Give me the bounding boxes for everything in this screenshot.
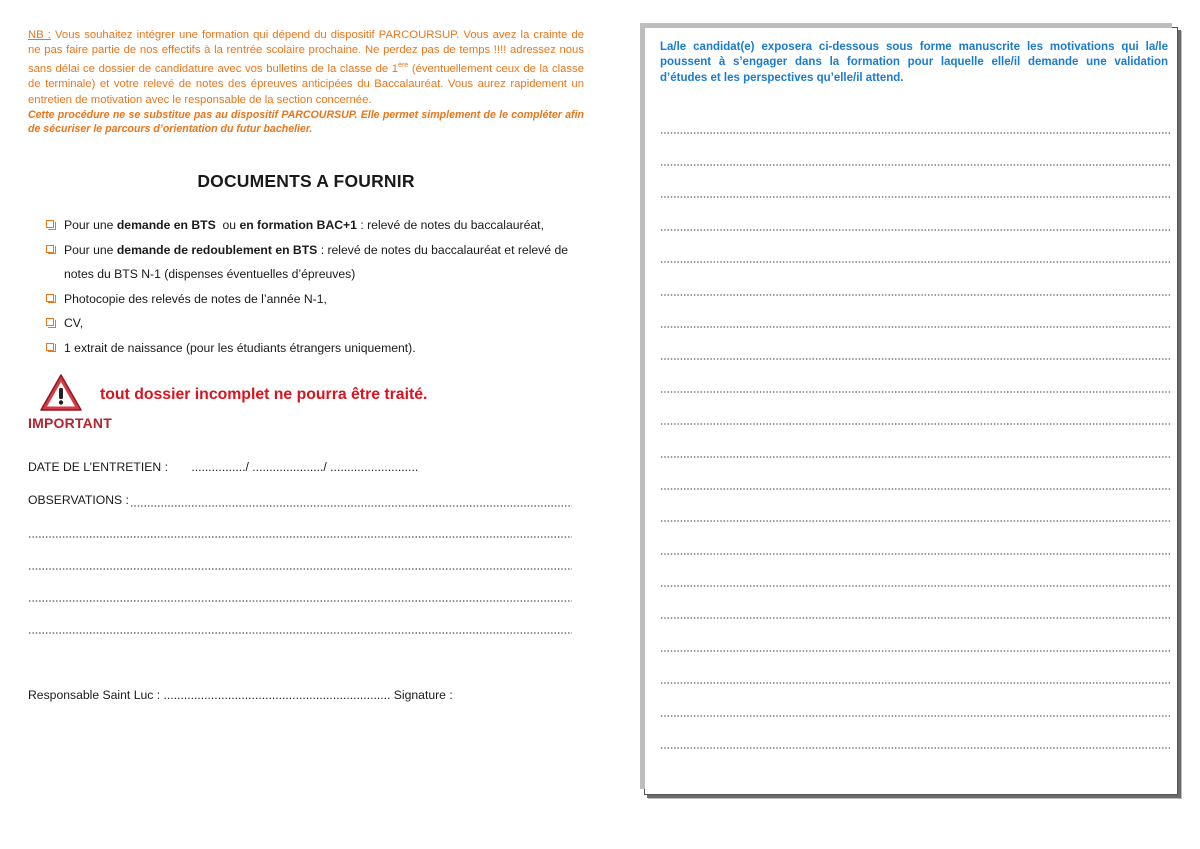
writing-line <box>660 617 1170 619</box>
left-column <box>28 28 584 702</box>
important-warning <box>28 373 588 433</box>
responsable-field <box>28 688 453 702</box>
responsable-dots: ................................................................... <box>163 688 391 702</box>
checkbox-icon <box>46 220 54 228</box>
nb-paragraph <box>28 28 584 108</box>
responsable-label: Responsable Saint Luc : <box>28 688 161 702</box>
date-field <box>28 460 418 474</box>
date-label: DATE DE L’ENTRETIEN : <box>28 460 168 474</box>
writing-line <box>660 391 1170 393</box>
writing-line <box>660 520 1170 522</box>
writing-line <box>660 229 1170 231</box>
writing-line <box>660 294 1170 296</box>
writing-line <box>660 196 1170 198</box>
observations-line <box>28 568 572 570</box>
writing-line <box>660 488 1170 490</box>
warning-triangle-icon <box>39 373 83 413</box>
writing-line <box>660 132 1170 134</box>
writing-line <box>660 423 1170 425</box>
writing-line <box>660 747 1170 749</box>
writing-line <box>660 326 1170 328</box>
checkbox-icon <box>46 245 54 253</box>
writing-line <box>660 682 1170 684</box>
writing-line <box>660 553 1170 555</box>
list-item: Pour une demande en BTS ou en formation BAC+1 : relevé de notes du baccalauréat, <box>46 213 586 238</box>
motivation-box <box>644 27 1178 795</box>
list-item: Photocopie des relevés de notes de l’année N-1, <box>46 287 586 312</box>
nb-italic-note: Cette procédure ne se substitue pas au dispositif PARCOURSUP. Elle permet simplement de le compléter afin de sécuriser le parcours d’orientation du futur bachelier. <box>28 108 584 135</box>
important-label: IMPORTANT <box>28 415 112 431</box>
warning-text: tout dossier incomplet ne pourra être traité. <box>100 386 428 403</box>
list-item: Pour une demande de redoublement en BTS : relevé de notes du baccalauréat et relevé de notes du BTS N-1 (dispenses éventuelles d’épreuves) <box>46 238 586 287</box>
observations-line <box>28 632 572 634</box>
writing-line <box>660 456 1170 458</box>
nb-superscript: ère <box>398 62 409 70</box>
documents-title: DOCUMENTS A FOURNIR <box>197 171 415 191</box>
writing-line <box>660 164 1170 166</box>
date-value: ................/ ...................../ .......................... <box>191 460 419 474</box>
nb-label: NB : <box>28 29 51 41</box>
observations-line <box>130 505 572 507</box>
writing-line <box>660 585 1170 587</box>
signature-label: Signature : <box>393 688 453 702</box>
documents-list <box>46 213 586 360</box>
checkbox-icon <box>46 294 54 302</box>
motivation-instructions: La/le candidat(e) exposera ci-dessous sous forme manuscrite les motivations qui la/le poussent à s’engager dans la formation pour laquelle elle/il demande une validation d’études et les perspectives qu’elle/il attend. <box>660 41 1168 84</box>
writing-line <box>660 358 1170 360</box>
checkbox-icon <box>46 318 54 326</box>
nb-text-after: (éventuellement ceux de la classe de terminale) et votre relevé de notes des épreuves anticipées du Baccalauréat. Vous aurez rapidement un entretien de motivation avec le responsable de la section concernée. <box>28 63 584 106</box>
checkbox-icon <box>46 343 54 351</box>
observations-label: OBSERVATIONS : <box>28 493 129 507</box>
observations-line <box>28 600 572 602</box>
nb-text: Vous souhaitez intégrer une formation qui dépend du dispositif PARCOURSUP. Vous avez la crainte de ne pas faire partie de nos effectifs à la rentrée scolaire prochaine. Ne perdez pas de temps !!!! adressez nous sans délai ce dossier de candidature avec vos bulletins de la classe de 1 <box>28 29 584 76</box>
writing-line <box>660 261 1170 263</box>
writing-line <box>660 650 1170 652</box>
list-item: 1 extrait de naissance (pour les étudiants étrangers uniquement). <box>46 336 586 361</box>
list-item: CV, <box>46 311 586 336</box>
observations-line <box>28 536 572 538</box>
writing-line <box>660 715 1170 717</box>
